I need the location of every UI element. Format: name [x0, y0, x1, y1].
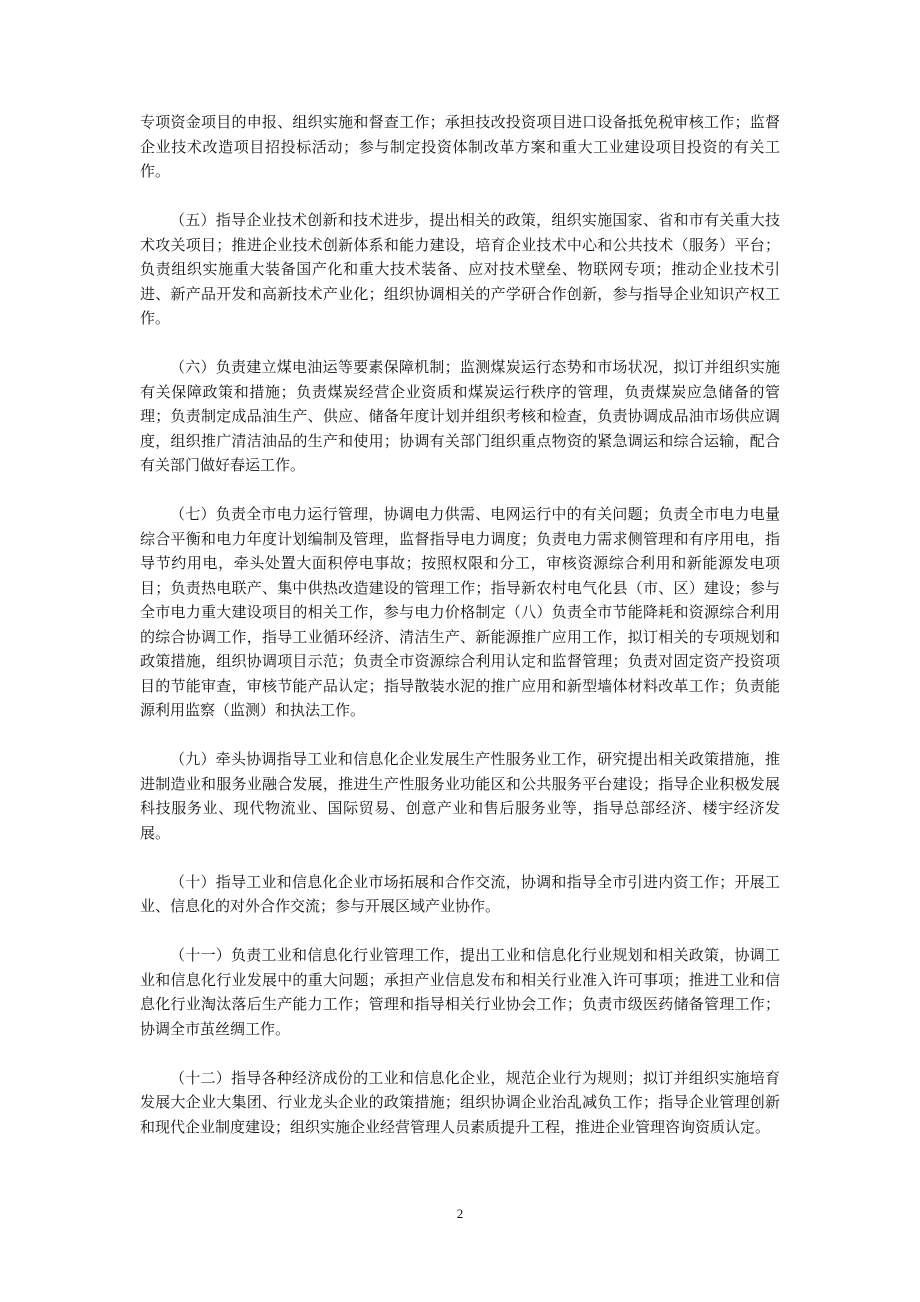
paragraph-item-5: （五）指导企业技术创新和技术进步，提出相关的政策，组织实施国家、省和市有关重大技术攻关项目；推进企业技术创新体系和能力建设，培育企业技术中心和公共技术（服务）平台；负责组织实施重大装备国产化和重大技术装备、应对技术壁垒、物联网专项；推动企业技术引进、新产品开发和高新技术产业化；组织协调相关的产学研合作创新，参与指导企业知识产权工作。 [140, 211, 780, 327]
page-number: 2 [456, 1206, 464, 1221]
paragraph-continuation: 专项资金项目的申报、组织实施和督查工作；承担技改投资项目进口设备抵免税审核工作；监督企业技术改造项目招投标活动；参与制定投资体制改革方案和重大工业建设项目投资的有关工作。 [140, 113, 780, 180]
document-body [140, 110, 780, 1164]
paragraph-item-12: （十二）指导各种经济成份的工业和信息化企业，规范企业行为规则；拟订并组织实施培育发展大企业大集团、行业龙头企业的政策措施；组织协调企业治乱减负工作；指导企业管理创新和现代企业制度建设；组织实施企业经营管理人员素质提升工程，推进企业管理咨询资质认定。 [140, 1068, 780, 1136]
paragraph-item-11: （十一）负责工业和信息化行业管理工作，提出工业和信息化行业规划和相关政策，协调工业和信息化行业发展中的重大问题；承担产业信息发布和相关行业准入许可事项；推进工业和信息化行业淘汰落后生产能力工作；管理和指导相关行业协会工作；负责市级医药储备管理工作；协调全市茧丝绸工作。 [140, 946, 780, 1038]
paragraph-item-9: （九）牵头协调指导工业和信息化企业发展生产性服务业工作，研究提出相关政策措施，推进制造业和服务业融合发展，推进生产性服务业功能区和公共服务平台建设；指导企业积极发展科技服务业、现代物流业、国际贸易、创意产业和售后服务业等，指导总部经济、楼宇经济发展。 [140, 750, 780, 842]
paragraph-item-7-8: （七）负责全市电力运行管理，协调电力供需、电网运行中的有关问题；负责全市电力电量综合平衡和电力年度计划编制及管理，监督指导电力调度；负责电力需求侧管理和有序用电，指导节约用电，牵头处置大面积停电事故；按照权限和分工，审核资源综合利用和新能源发电项目；负责热电联产、集中供热改造建设的管理工作；指导新农村电气化县（市、区）建设；参与全市电力重大建设项目的相关工作，参与电力价格制定（八）负责全市节能降耗和资源综合利用的综合协调工作，指导工业循环经济、清洁生产、新能源推广应用工作，拟订相关的专项规划和政策措施，组织协调项目示范；负责全市资源综合利用认定和监督管理；负责对固定资产投资项目的节能审查，审核节能产品认定；指导散装水泥的推广应用和新型墙体材料改革工作；负责能源利用监察（监测）和执法工作。 [140, 505, 780, 719]
paragraph-item-10: （十）指导工业和信息化企业市场拓展和合作交流，协调和指导全市引进内资工作；开展工业、信息化的对外合作交流；参与开展区域产业协作。 [140, 872, 780, 915]
paragraph-item-6: （六）负责建立煤电油运等要素保障机制；监测煤炭运行态势和市场状况，拟订并组织实施有关保障政策和措施；负责煤炭经营企业资质和煤炭运行秩序的管理，负责煤炭应急储备的管理；负责制定成品油生产、供应、储备年度计划并组织考核和检查，负责协调成品油市场供应调度，组织推广清洁油品的生产和使用；协调有关部门组织重点物资的紧急调运和综合运输，配合有关部门做好春运工作。 [140, 358, 780, 474]
